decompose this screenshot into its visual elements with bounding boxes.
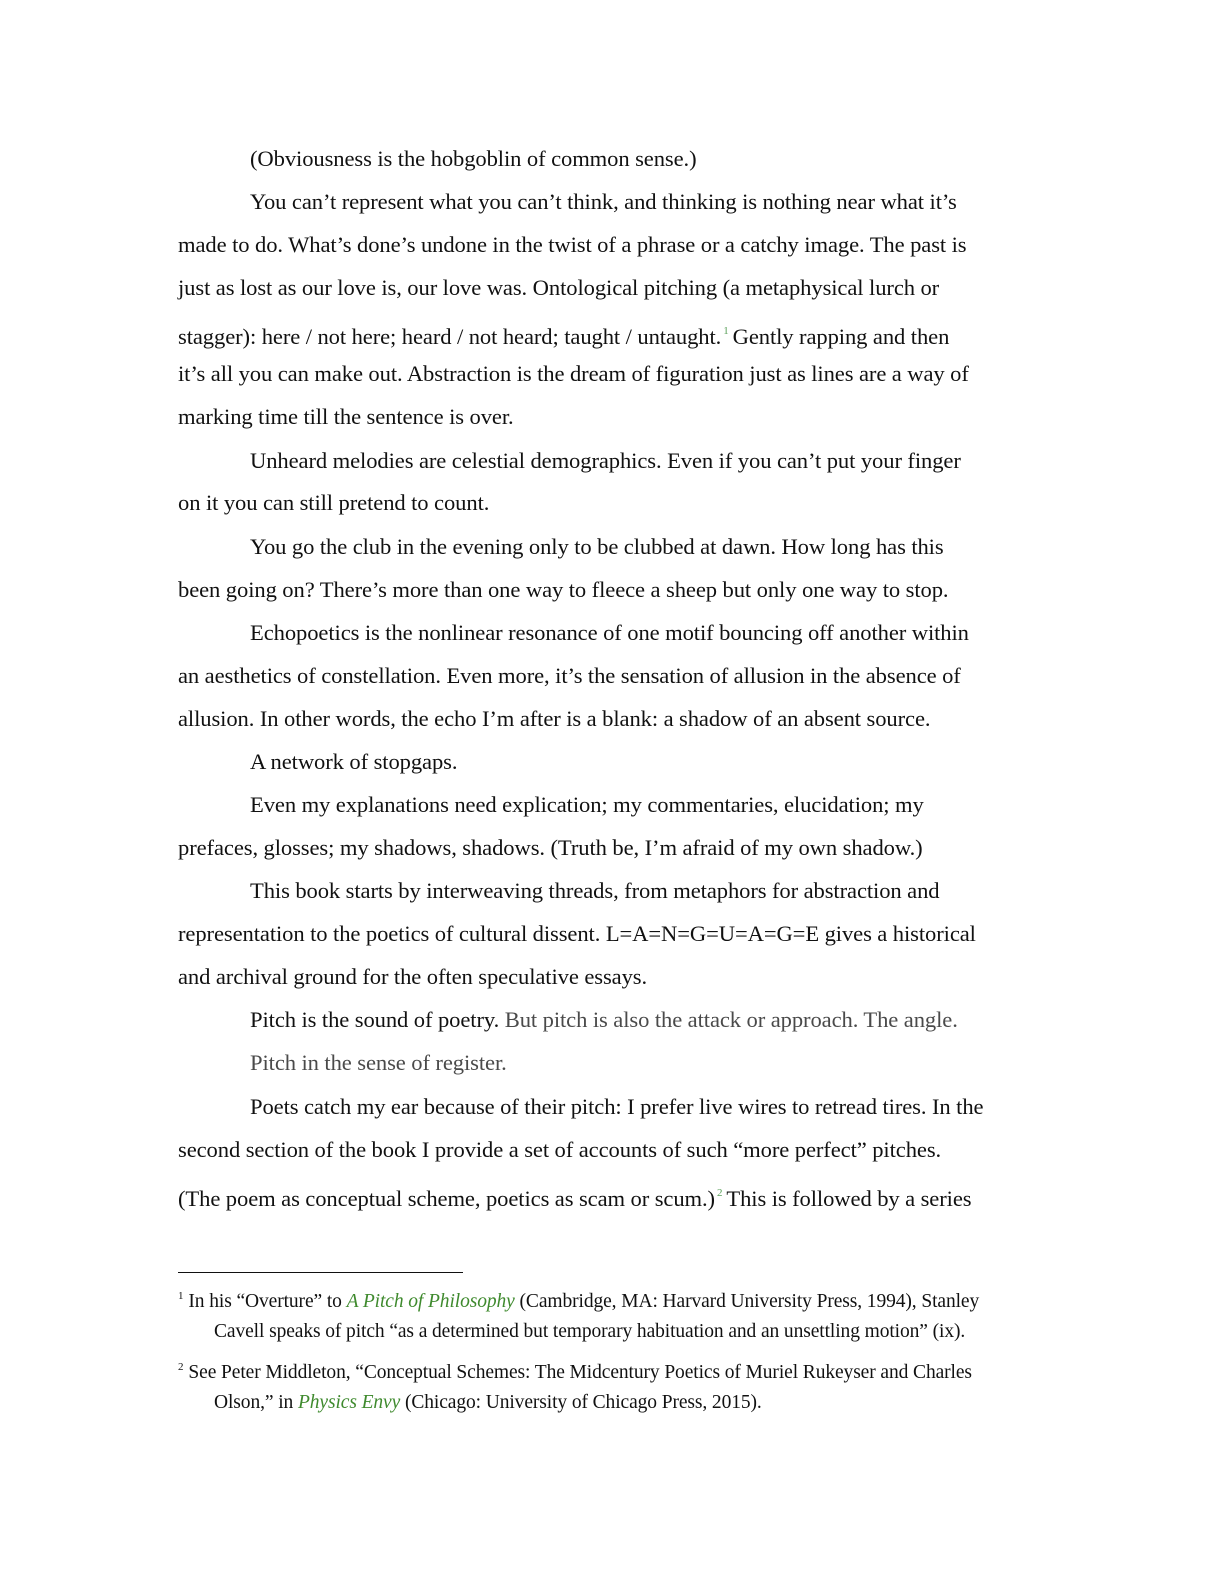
footnote-separator <box>178 1272 463 1273</box>
footnote-1 <box>178 1284 979 1314</box>
footnote-2-continued <box>214 1391 762 1415</box>
text-line: and archival ground for the often speculative essays. <box>178 964 648 989</box>
text-line: You can’t represent what you can’t think, and thinking is nothing near what it’s <box>250 189 957 214</box>
text-span: Olson,” in <box>214 1392 294 1413</box>
text-line: A network of stopgaps. <box>250 749 458 774</box>
text-line: it’s all you can make out. Abstraction is the dream of figuration just as lines are a way of <box>178 361 969 386</box>
text-line: an aesthetics of constellation. Even more, it’s the sensation of allusion in the absence of <box>178 663 961 688</box>
text-line: allusion. In other words, the echo I’m after is a blank: a shadow of an absent source. <box>178 706 931 731</box>
text-span: Gently rapping and then <box>732 324 950 349</box>
text-span: See Peter Middleton, “Conceptual Schemes: The Midcentury Poetics of Muriel Rukeyser and Charles <box>188 1362 972 1383</box>
footnote-number: 2 <box>178 1361 184 1373</box>
text-line: marking time till the sentence is over. <box>178 404 514 429</box>
text-line: prefaces, glosses; my shadows, shadows. (Truth be, I’m afraid of my own shadow.) <box>178 835 923 860</box>
text-line: Even my explanations need explication; my commentaries, elucidation; my <box>250 792 924 817</box>
footnote-number: 1 <box>178 1290 184 1302</box>
text-line: Pitch in the sense of register. <box>250 1050 507 1075</box>
text-line: (Obviousness is the hobgoblin of common sense.) <box>250 146 697 171</box>
text-span: (Chicago: University of Chicago Press, 2015). <box>404 1392 762 1413</box>
text-line: You go the club in the evening only to be clubbed at dawn. How long has this <box>250 534 944 559</box>
text-line: This book starts by interweaving threads, from metaphors for abstraction and <box>250 878 940 903</box>
text-span: In his “Overture” to <box>188 1291 342 1312</box>
footnote-1-continued: Cavell speaks of pitch “as a determined but temporary habituation and an unsettling motion” (ix). <box>214 1321 966 1342</box>
text-line: on it you can still pretend to count. <box>178 490 490 515</box>
text-span: (The poem as conceptual scheme, poetics as scam or scum.) <box>178 1186 715 1211</box>
text-line: just as lost as our love is, our love was. Ontological pitching (a metaphysical lurch or <box>178 275 940 300</box>
footnote-2 <box>178 1355 972 1385</box>
text-line: made to do. What’s done’s undone in the twist of a phrase or a catchy image. The past is <box>178 232 967 257</box>
text-line <box>178 1180 971 1212</box>
text-line: Poets catch my ear because of their pitch: I prefer live wires to retread tires. In the <box>250 1094 984 1119</box>
text-line: Unheard melodies are celestial demographics. Even if you can’t put your finger <box>250 448 961 473</box>
text-span: This is followed by a series <box>726 1186 972 1211</box>
text-line: Echopoetics is the nonlinear resonance of one motif bouncing off another within <box>250 620 969 645</box>
text-span: (Cambridge, MA: Harvard University Press, 1994), Stanley <box>519 1291 980 1312</box>
book-title-link[interactable]: Physics Envy <box>297 1392 401 1413</box>
text-span: Pitch is the sound of poetry. <box>250 1007 500 1032</box>
book-title-link[interactable]: A Pitch of Philosophy <box>346 1291 515 1312</box>
gray-text-span: But pitch is also the attack or approach. The angle. <box>504 1007 958 1032</box>
footnote-ref-2[interactable]: 2 <box>716 1187 723 1199</box>
text-line <box>250 1007 958 1033</box>
text-span: stagger): here / not here; heard / not heard; taught / untaught. <box>178 324 722 349</box>
footnote-ref-1[interactable]: 1 <box>723 325 729 337</box>
text-line <box>178 318 949 350</box>
text-line: been going on? There’s more than one way to fleece a sheep but only one way to stop. <box>178 577 949 602</box>
text-line: representation to the poetics of cultural dissent. L=A=N=G=U=A=G=E gives a historical <box>178 921 976 946</box>
text-line: second section of the book I provide a set of accounts of such “more perfect” pitches. <box>178 1137 942 1162</box>
